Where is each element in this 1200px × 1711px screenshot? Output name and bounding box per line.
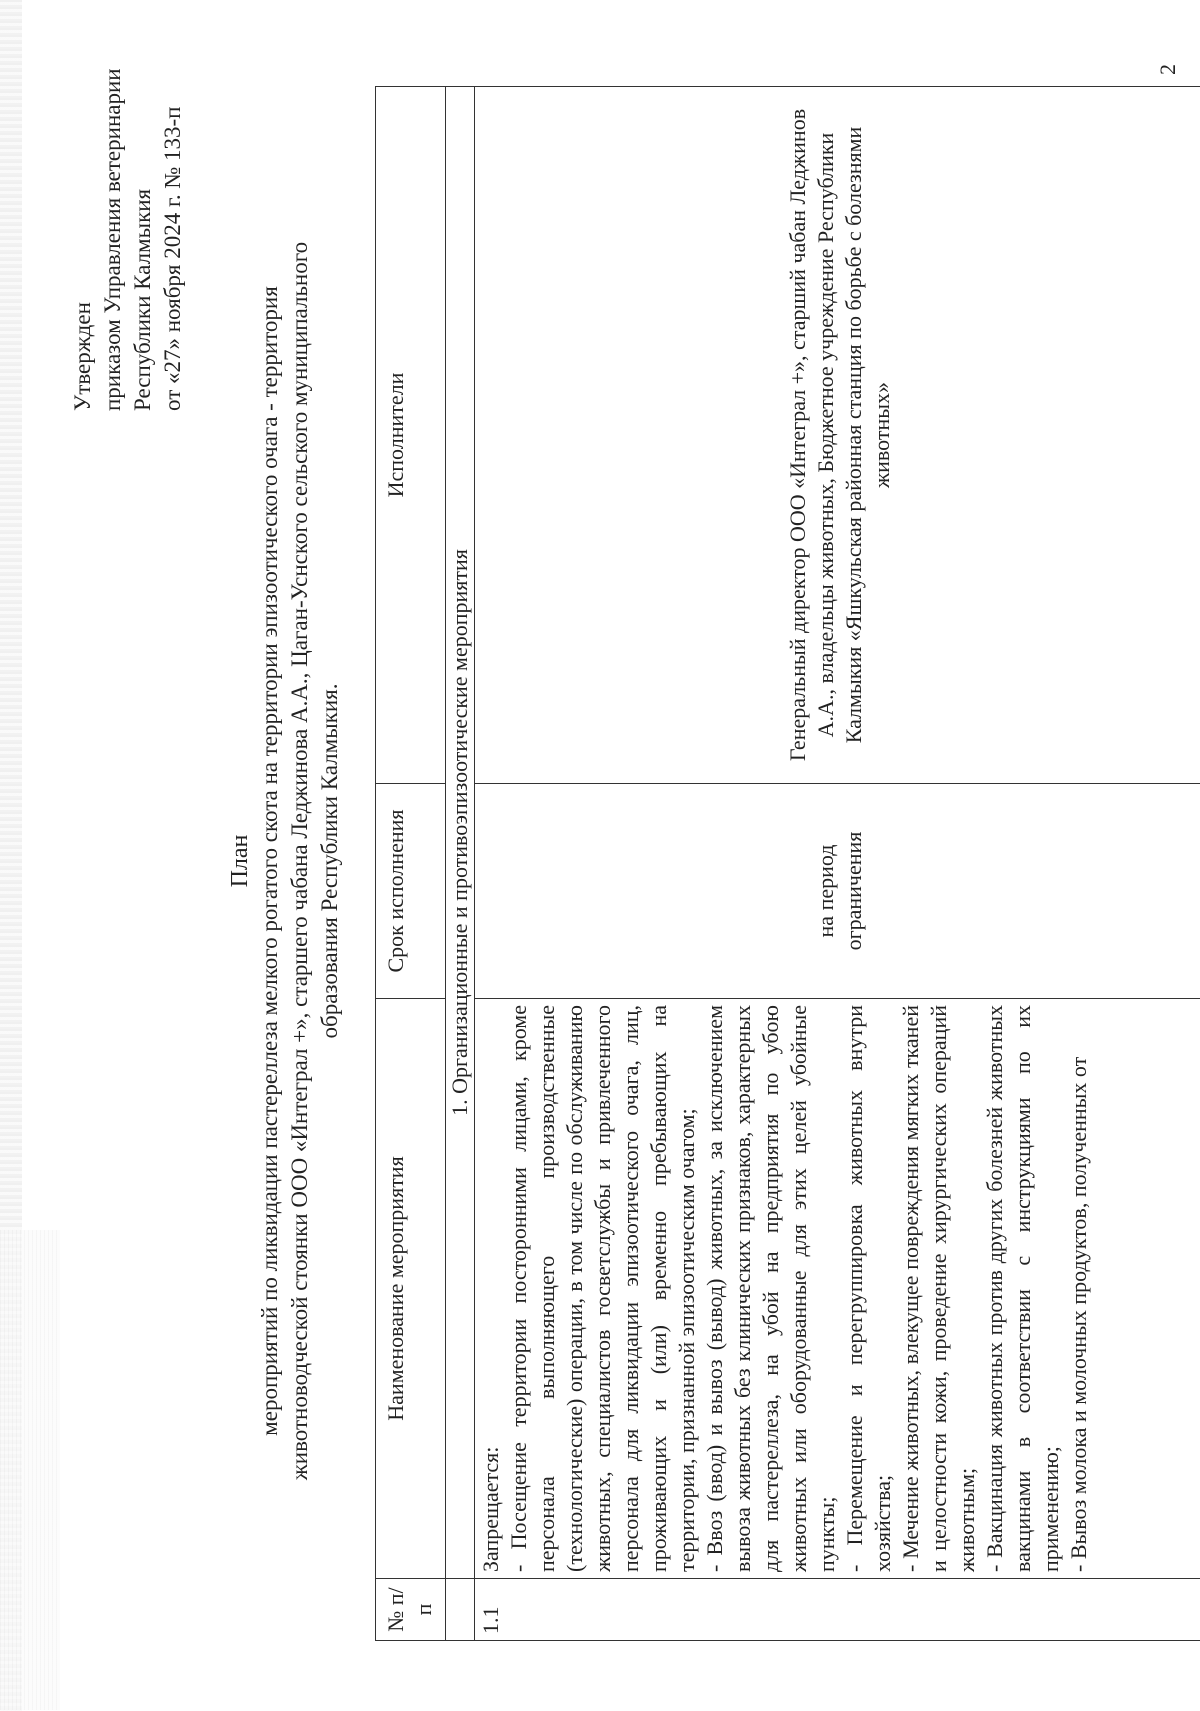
measure-item: - Перемещение и перегруппировка животных внутри хозяйства;: [842, 1005, 895, 1572]
approval-line-1: Утвержден: [70, 302, 95, 411]
section-title: 1. Организационные и противоэпизоотические мероприятия: [446, 87, 475, 1579]
measure-item: - Вакцинация животных против других болезней животных вакцинами в соответствии с инструкциями по их применению;: [982, 1005, 1063, 1572]
header-term: Срок исполнения: [376, 784, 446, 999]
title-line-1: мероприятий по ликвидации пастереллеза мелкого рогатого скота на территории эпизоотического очага - территория: [257, 286, 282, 1436]
header-name: Наименование мероприятия: [376, 999, 446, 1579]
approval-line-4: от «27» ноября 2024 г. № 133-п: [160, 106, 185, 411]
plan-table: [375, 86, 1200, 1641]
table-header-row: [376, 87, 446, 1641]
table-row: [475, 87, 1200, 1641]
title-line-3: образования Республики Калмыкия.: [317, 683, 342, 1039]
row-number: 1.1: [475, 1579, 1200, 1641]
approval-stamp-block: [68, 11, 188, 411]
page-number: 2: [1155, 64, 1180, 75]
document-title: [225, 161, 345, 1561]
header-executors: Исполнители: [376, 87, 446, 784]
title-heading: План: [227, 834, 253, 888]
header-num: № п/п: [376, 1579, 446, 1641]
measure-item: - Посещение территории посторонними лицами, кроме персонала выполняющего производственные (технологические) операции, в том числе по обслуживанию животных, специалистов госветслужбы и привлеченного персонала для ликвидации эпизоотического очага, лиц, проживающих и (или) временно пребывающих на территории, признанной эпизоотическим очагом;: [506, 1005, 699, 1572]
row-term: на период ограничения: [475, 784, 1200, 999]
measure-item: - Ввоз (ввод) и вывоз (вывод) животных, за исключением вывоза животных без клинических признаков, характерных для пастереллеза, на убой на предприятия по убою животных или оборудованные для этих целей убойные пункты;: [702, 1005, 839, 1572]
row-executors: Генеральный директор ООО «Интеграл +», старший чабан Леджинов А.А., владельцы животных, Бюджетное учреждение Республики Калмыкия «Яшкульская районная станция по борьбе с болезнями животных»: [475, 87, 1200, 784]
row-measure-text: [475, 999, 1200, 1579]
measure-item: Запрещается:: [478, 1446, 503, 1572]
measure-item: - Вывоз молока и молочных продуктов, полученных от: [1066, 1056, 1091, 1572]
title-line-2: животноводческой стоянки ООО «Интеграл +», старшего чабана Леджинова А.А., Цаган-Уснского сельского муниципального: [287, 241, 312, 1481]
section-row: [446, 87, 475, 1641]
section-spacer: [446, 1579, 475, 1641]
measure-item: - Мечение животных, влекущее повреждения мягких тканей и целостности кожи, проведение хирургических операций животным;: [898, 1005, 979, 1572]
approval-line-3: Республики Калмыкия: [130, 188, 155, 411]
approval-line-2: приказом Управления ветеринарии: [100, 68, 125, 411]
